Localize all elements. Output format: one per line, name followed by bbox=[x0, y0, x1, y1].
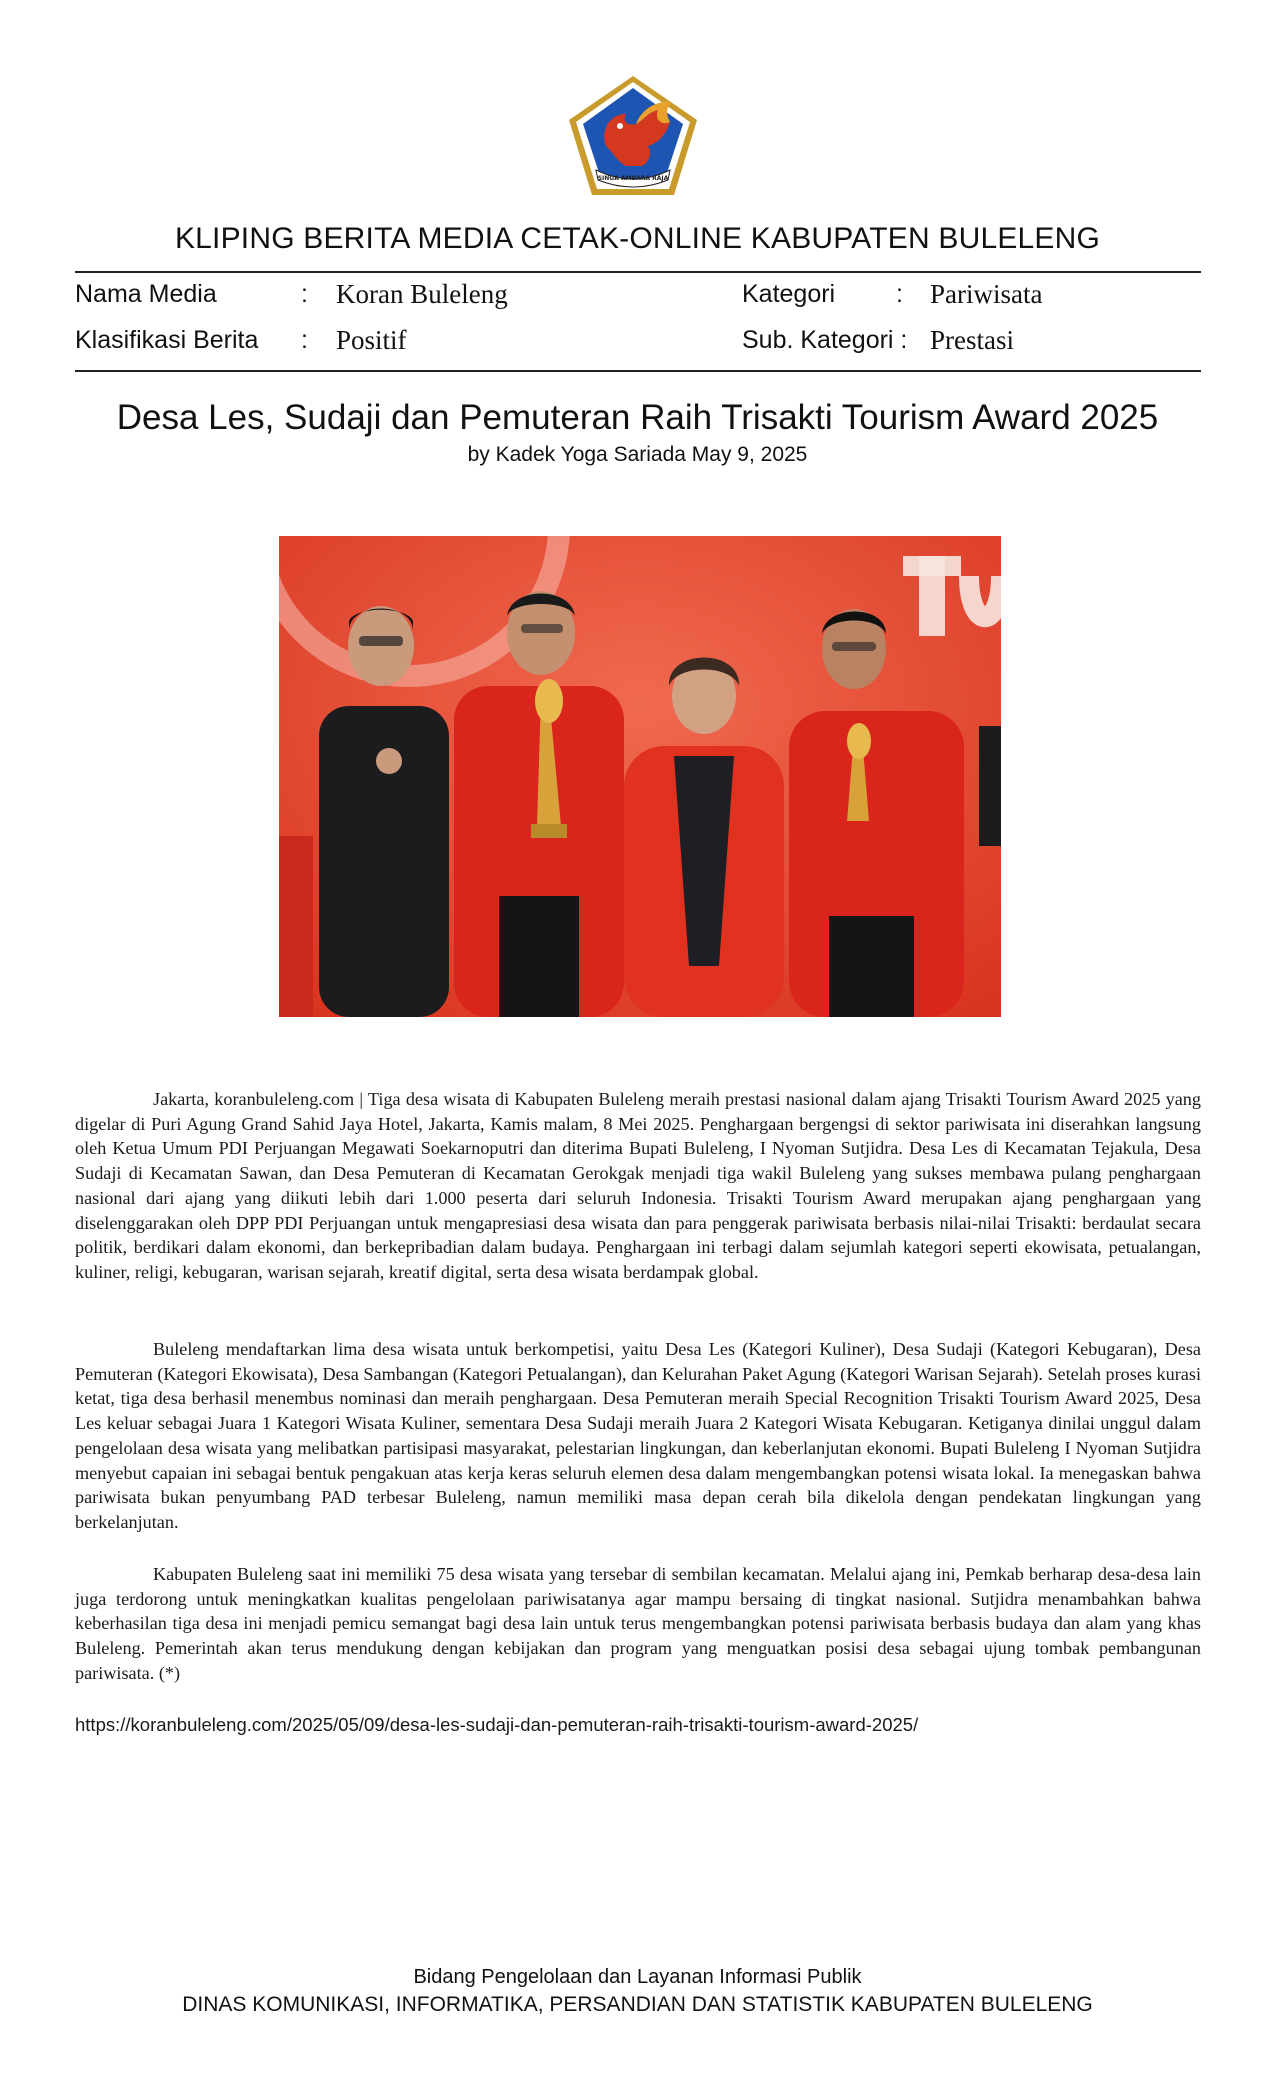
footer-line-2: DINAS KOMUNIKASI, INFORMATIKA, PERSANDIAN DAN STATISTIK KABUPATEN BULELENG bbox=[182, 1993, 1093, 2016]
article-photo bbox=[279, 536, 1001, 1017]
kategori-value: Pariwisata bbox=[930, 279, 1043, 309]
logo-motto: SINGA AMBARA RAJA bbox=[597, 175, 669, 182]
article-headline: Desa Les, Sudaji dan Pemuteran Raih Trisakti Tourism Award 2025 bbox=[116, 398, 1159, 437]
article-paragraph: Jakarta, koranbuleleng.com | Tiga desa wisata di Kabupaten Buleleng meraih prestasi nasional dalam ajang Trisakti Tourism Award 2025 yang digelar di Puri Agung Grand Sahid Jaya Hotel, Jakarta, Kamis malam, 8 Mei 2025. Penghargaan bergengsi di sektor pariwisata ini diserahkan langsung oleh Ketua Umum PDI Perjuangan Megawati Soekarnoputri dan diterima Bupati Buleleng, I Nyoman Sutjidra. Desa Les di Kecamatan Tejakula, Desa Sudaji di Kecamatan Sawan, dan Desa Pemuteran di Kecamatan Gerokgak menjadi tiga wakil Buleleng yang sukses membawa pulang penghargaan nasional dari ajang yang diikuti lebih dari 1.000 peserta dari seluruh Indonesia. Trisakti Tourism Award merupakan ajang penghargaan yang diselenggarakan oleh DPP PDI Perjuangan untuk mengapresiasi desa wisata dan para penggerak pariwisata berbasis nilai-nilai Trisakti: berdaulat secara politik, berdikari dalam ekonomi, dan berkepribadian dalam budaya. Penghargaan ini terbagi dalam sejumlah kategori seperti ekowisata, petualangan, kuliner, religi, kebugaran, warisan sejarah, kreatif digital, serta desa wisata berdampak global. bbox=[75, 1089, 1201, 1282]
klasifikasi-colon: : bbox=[301, 326, 308, 354]
klasifikasi-label: Klasifikasi Berita bbox=[75, 326, 259, 354]
subkategori-label: Sub. Kategori : bbox=[742, 326, 908, 354]
source-link[interactable]: https://koranbuleleng.com/2025/05/09/desa-les-sudaji-dan-pemuteran-raih-trisakti-tourism-award-2025/ bbox=[75, 1714, 919, 1735]
footer-line-1: Bidang Pengelolaan dan Layanan Informasi Publik bbox=[413, 1966, 862, 1988]
subkategori-value: Prestasi bbox=[930, 325, 1014, 355]
article-paragraph: Buleleng mendaftarkan lima desa wisata untuk berkompetisi, yaitu Desa Les (Kategori Kuliner), Desa Sudaji (Kategori Kebugaran), Desa Pemuteran (Kategori Ekowisata), Desa Sambangan (Kategori Petualangan), dan Kelurahan Paket Agung (Kategori Warisan Sejarah). Setelah proses kurasi ketat, tiga desa berhasil menembus nominasi dan meraih penghargaan. Desa Pemuteran meraih Special Recognition Trisakti Tourism Award 2025, Desa Les keluar sebagai Juara 1 Kategori Wisata Kuliner, sementara Desa Sudaji meraih Juara 2 Kategori Wisata Kebugaran. Ketiganya dinilai unggul dalam pengelolaan desa wisata yang melibatkan partisipasi masyarakat, pelestarian lingkungan, dan keberlanjutan ekonomi. Bupati Buleleng I Nyoman Sutjidra menyebut capaian ini sebagai bentuk pengakuan atas kerja keras seluruh elemen desa dalam mengembangkan potensi wisata lokal. Ia menegaskan bahwa pariwisata bukan penyumbang PAD terbesar Buleleng, namun memiliki masa depan cerah bila dikelola dengan pendekatan lingkungan yang berkelanjutan. bbox=[75, 1339, 1201, 1532]
media-value: Koran Buleleng bbox=[336, 279, 508, 309]
buleleng-coat-of-arms-icon bbox=[566, 74, 700, 198]
media-colon: : bbox=[301, 280, 308, 308]
header-rule-bottom bbox=[75, 370, 1201, 372]
article-paragraph: Kabupaten Buleleng saat ini memiliki 75 desa wisata yang tersebar di sembilan kecamatan. Melalui ajang ini, Pemkab berharap desa-desa lain juga terdorong untuk meningkatkan kualitas pengelolaan pariwisatanya agar mampu bersaing di tingkat nasional. Sutjidra menambahkan bahwa keberhasilan tiga desa ini menjadi pemicu semangat bagi desa lain untuk terus mengembangkan potensi pariwisata berbasis budaya dan alam yang khas Buleleng. Pemerintah akan terus mendukung dengan kebijakan dan program yang menguatkan posisi desa sebagai ujung tombak pembangunan pariwisata. (*) bbox=[75, 1564, 1201, 1683]
document-title: KLIPING BERITA MEDIA CETAK-ONLINE KABUPATEN BULELENG bbox=[174, 222, 1101, 255]
kategori-colon: : bbox=[896, 280, 903, 308]
klasifikasi-value: Positif bbox=[336, 325, 407, 355]
article-byline: by Kadek Yoga Sariada May 9, 2025 bbox=[467, 443, 808, 466]
kategori-label: Kategori bbox=[742, 280, 836, 308]
media-label: Nama Media bbox=[75, 280, 217, 308]
header-rule-top bbox=[75, 271, 1201, 273]
